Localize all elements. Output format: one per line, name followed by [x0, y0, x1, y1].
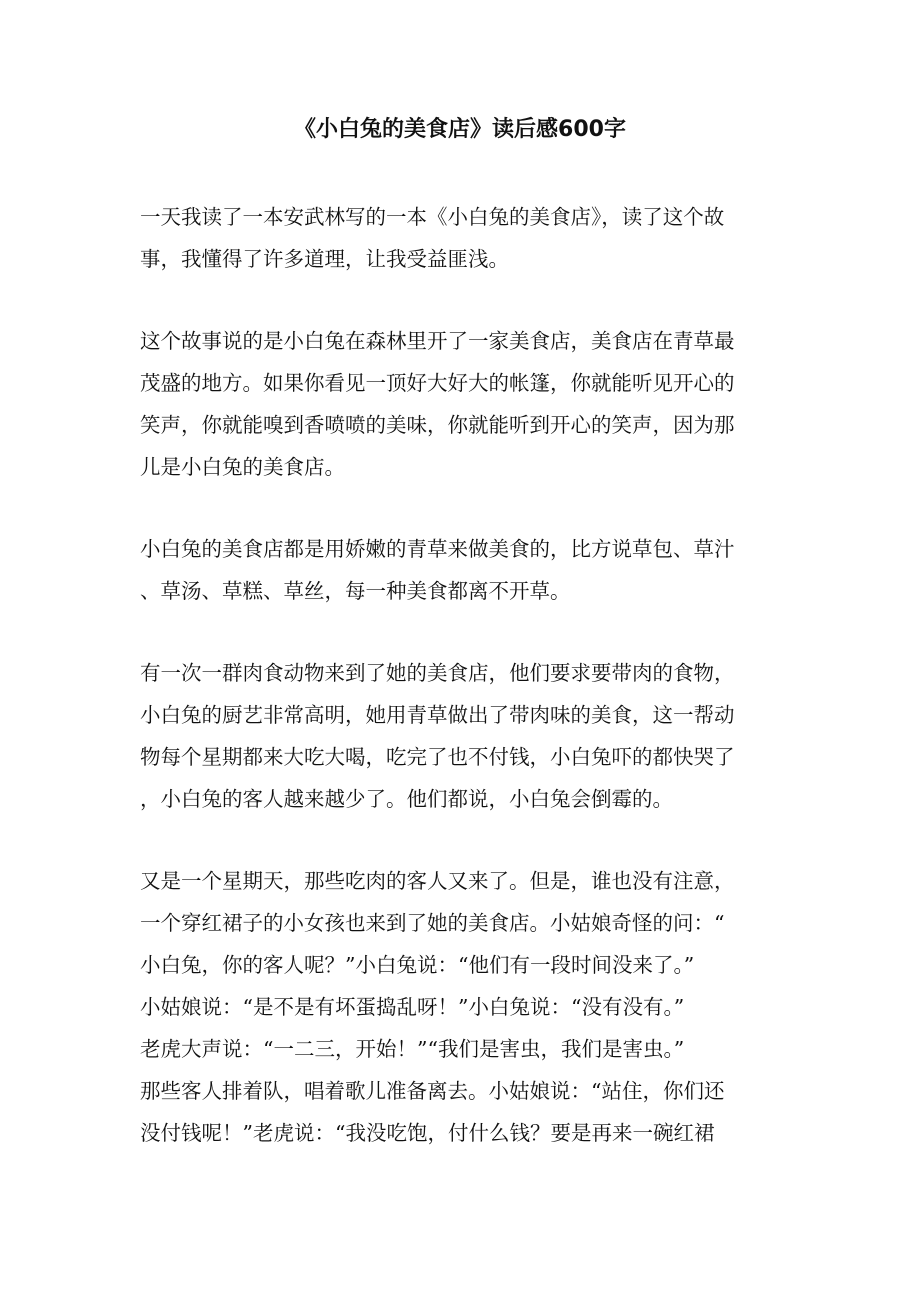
text-line: 老虎大声说：“一二三，开始！”“我们是害虫，我们是害虫。”	[140, 1037, 685, 1061]
document-body	[140, 196, 780, 1194]
paragraph	[140, 652, 780, 820]
text-line: 小白兔的厨艺非常高明，她用青草做出了带肉味的美食，这一帮动	[140, 703, 735, 727]
paragraph	[140, 528, 780, 612]
text-line: 一个穿红裙子的小女孩也来到了她的美食店。小姑娘奇怪的问：“	[140, 911, 725, 935]
document-title: 《小白兔的美食店》读后感600字	[294, 117, 626, 142]
text-line: 有一次一群肉食动物来到了她的美食店，他们要求要带肉的食物，	[140, 661, 735, 685]
text-line: 茂盛的地方。如果你看见一顶好大好大的帐篷，你就能听见开心的	[140, 371, 735, 395]
text-line: 物每个星期都来大吃大喝，吃完了也不付钱，小白兔吓的都快哭了	[140, 745, 735, 769]
text-line: 、草汤、草糕、草丝，每一种美食都离不开草。	[140, 579, 571, 603]
text-line: 一天我读了一本安武林写的一本《小白兔的美食店》，读了这个故	[140, 205, 725, 229]
text-line: 那些客人排着队，唱着歌儿准备离去。小姑娘说：“站住，你们还	[140, 1079, 725, 1103]
paragraph	[140, 320, 780, 488]
text-line: 小白兔的美食店都是用娇嫩的青草来做美食的，比方说草包、草汁	[140, 537, 735, 561]
text-line: 儿是小白兔的美食店。	[140, 455, 345, 479]
text-line: 小白兔，你的客人呢？”小白兔说：“他们有一段时间没来了。”	[140, 953, 695, 977]
text-line: 又是一个星期天，那些吃肉的客人又来了。但是，谁也没有注意，	[140, 869, 735, 893]
paragraph	[140, 860, 780, 1154]
text-line: 笑声，你就能嗅到香喷喷的美味，你就能听到开心的笑声，因为那	[140, 413, 735, 437]
text-line: 没付钱呢！”老虎说：“我没吃饱，付什么钱？要是再来一碗红裙	[140, 1121, 715, 1145]
text-line: 这个故事说的是小白兔在森林里开了一家美食店，美食店在青草最	[140, 329, 735, 353]
text-line: ，小白兔的客人越来越少了。他们都说，小白兔会倒霉的。	[140, 787, 673, 811]
paragraph	[140, 196, 780, 280]
text-line: 事，我懂得了许多道理，让我受益匪浅。	[140, 247, 509, 271]
text-line: 小姑娘说：“是不是有坏蛋捣乱呀！”小白兔说：“没有没有。”	[140, 995, 685, 1019]
